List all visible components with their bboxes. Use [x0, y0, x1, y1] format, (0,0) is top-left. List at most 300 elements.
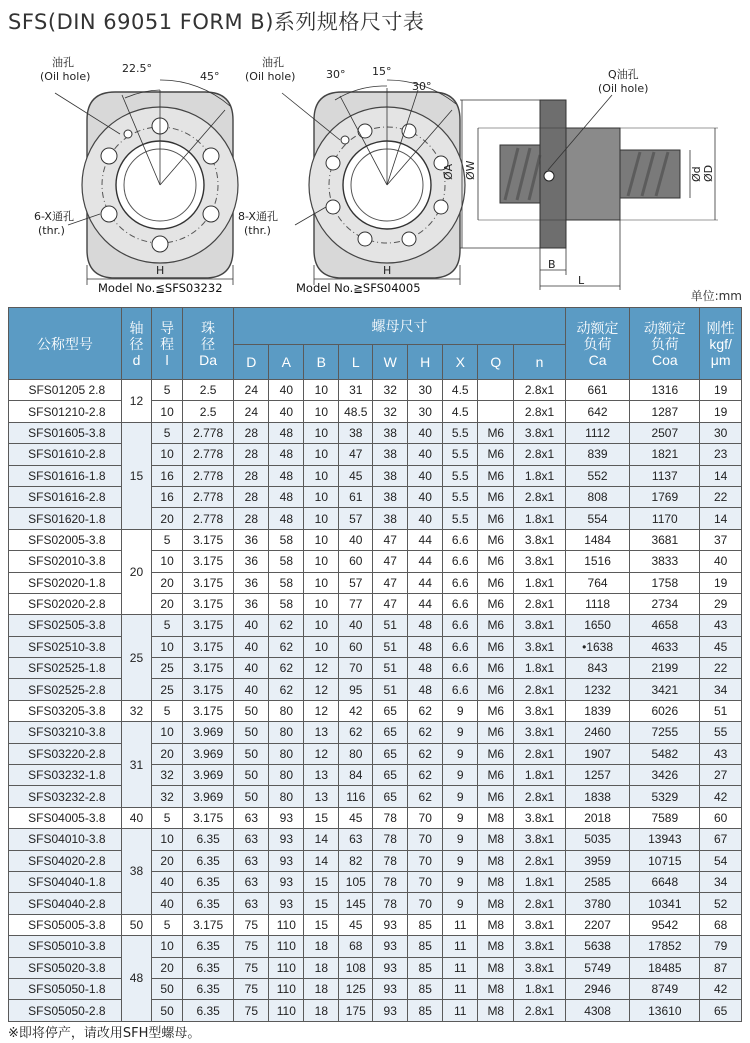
cell-W: 38 — [373, 444, 408, 465]
left-dim-h: H — [156, 264, 165, 277]
cell-shaft-diameter: 48 — [121, 936, 152, 1022]
cell-rigidity: 68 — [700, 914, 742, 935]
unit-label: 单位:mm — [690, 289, 742, 303]
cell-D: 24 — [234, 380, 269, 401]
cell-A: 62 — [269, 615, 304, 636]
cell-rigidity: 52 — [700, 893, 742, 914]
cell-shaft-diameter: 15 — [121, 422, 152, 529]
cell-ball: 6.35 — [182, 957, 233, 978]
cell-lead: 50 — [152, 978, 183, 999]
cell-rigidity: 42 — [700, 978, 742, 999]
cell-ball: 2.778 — [182, 444, 233, 465]
dim-l-label: L — [578, 274, 585, 287]
cell-model: SFS03210-3.8 — [9, 722, 122, 743]
cell-Q — [478, 380, 514, 401]
cell-L: 108 — [339, 957, 373, 978]
cell-ball: 3.175 — [182, 700, 233, 721]
cell-model: SFS03232-1.8 — [9, 765, 122, 786]
header-lead: 导 程 l — [152, 308, 183, 380]
cell-D: 24 — [234, 401, 269, 422]
cell-A: 48 — [269, 444, 304, 465]
cell-coa: 4658 — [630, 615, 700, 636]
cell-X: 11 — [443, 1000, 478, 1021]
cell-coa: 2199 — [630, 658, 700, 679]
flange-6-hole-drawing — [34, 55, 238, 295]
cell-A: 58 — [269, 529, 304, 550]
cell-lead: 20 — [152, 508, 183, 529]
cell-coa: 1316 — [630, 380, 700, 401]
cell-Q: M6 — [478, 679, 514, 700]
dim-a-label: ØA — [442, 163, 455, 180]
cell-L: 42 — [339, 700, 373, 721]
spec-table — [8, 307, 742, 1022]
page-title: SFS(DIN 69051 FORM B)系列规格尺寸表 — [8, 10, 425, 34]
cell-A: 48 — [269, 486, 304, 507]
cell-H: 70 — [408, 850, 443, 871]
cell-Q: M8 — [478, 850, 514, 871]
cell-rigidity: 19 — [700, 380, 742, 401]
cell-rigidity: 22 — [700, 658, 742, 679]
cell-ca: 1516 — [565, 551, 630, 572]
cell-B: 18 — [304, 936, 339, 957]
cell-W: 78 — [373, 871, 408, 892]
table-row — [9, 465, 742, 486]
cell-n: 3.8x1 — [514, 529, 565, 550]
cell-ca: 764 — [565, 572, 630, 593]
cell-B: 18 — [304, 978, 339, 999]
cell-X: 6.6 — [443, 529, 478, 550]
cell-ca: 4308 — [565, 1000, 630, 1021]
header-shaft: 轴 径 d — [121, 308, 152, 380]
cell-n: 2.8x1 — [514, 593, 565, 614]
cell-coa: 6026 — [630, 700, 700, 721]
cell-ball: 3.175 — [182, 572, 233, 593]
cell-coa: 4633 — [630, 636, 700, 657]
cell-model: SFS04005-3.8 — [9, 807, 122, 828]
cell-X: 9 — [443, 829, 478, 850]
table-row — [9, 658, 742, 679]
cell-Q — [478, 401, 514, 422]
cell-rigidity: 29 — [700, 593, 742, 614]
cell-A: 110 — [269, 978, 304, 999]
cell-A: 58 — [269, 572, 304, 593]
cell-Q: M6 — [478, 486, 514, 507]
cell-L: 48.5 — [339, 401, 373, 422]
cell-lead: 40 — [152, 893, 183, 914]
cell-W: 38 — [373, 486, 408, 507]
cell-lead: 5 — [152, 380, 183, 401]
cell-rigidity: 14 — [700, 465, 742, 486]
cell-B: 10 — [304, 615, 339, 636]
cell-model: SFS04040-2.8 — [9, 893, 122, 914]
cell-L: 57 — [339, 508, 373, 529]
cell-L: 45 — [339, 807, 373, 828]
cell-ball: 6.35 — [182, 871, 233, 892]
cell-coa: 1758 — [630, 572, 700, 593]
cell-X: 11 — [443, 936, 478, 957]
cell-rigidity: 79 — [700, 936, 742, 957]
cell-Q: M6 — [478, 615, 514, 636]
cell-n: 3.8x1 — [514, 422, 565, 443]
cell-D: 40 — [234, 658, 269, 679]
cell-n: 3.8x1 — [514, 914, 565, 935]
cell-n: 2.8x1 — [514, 786, 565, 807]
cell-Q: M6 — [478, 765, 514, 786]
cell-X: 11 — [443, 978, 478, 999]
table-row — [9, 401, 742, 422]
cell-rigidity: 34 — [700, 871, 742, 892]
left-thru-cn: 6-X通孔 — [34, 210, 74, 223]
cell-L: 63 — [339, 829, 373, 850]
cell-D: 36 — [234, 572, 269, 593]
cell-D: 36 — [234, 529, 269, 550]
cell-D: 36 — [234, 593, 269, 614]
cell-ball: 3.175 — [182, 914, 233, 935]
table-row — [9, 871, 742, 892]
left-oil-hole-cn: 油孔 — [52, 56, 74, 69]
cell-A: 48 — [269, 465, 304, 486]
cell-A: 62 — [269, 636, 304, 657]
cell-W: 93 — [373, 978, 408, 999]
table-row — [9, 508, 742, 529]
cell-H: 40 — [408, 465, 443, 486]
cell-ca: 2460 — [565, 722, 630, 743]
q-oil-hole-en: (Oil hole) — [598, 82, 649, 95]
cell-model: SFS02525-2.8 — [9, 679, 122, 700]
cell-shaft-diameter: 31 — [121, 722, 152, 808]
cell-coa: 5329 — [630, 786, 700, 807]
table-row — [9, 722, 742, 743]
cell-H: 70 — [408, 893, 443, 914]
cell-coa: 3681 — [630, 529, 700, 550]
cell-W: 65 — [373, 722, 408, 743]
cell-n: 3.8x1 — [514, 551, 565, 572]
cell-B: 10 — [304, 465, 339, 486]
header-col-L: L — [339, 345, 373, 380]
cell-Q: M6 — [478, 529, 514, 550]
cell-D: 28 — [234, 486, 269, 507]
cell-ball: 3.969 — [182, 722, 233, 743]
cell-B: 18 — [304, 1000, 339, 1021]
cell-L: 38 — [339, 422, 373, 443]
cell-ca: 552 — [565, 465, 630, 486]
cell-ball: 2.778 — [182, 486, 233, 507]
cell-W: 93 — [373, 936, 408, 957]
cell-n: 3.8x1 — [514, 829, 565, 850]
table-row — [9, 444, 742, 465]
cell-B: 10 — [304, 401, 339, 422]
cell-W: 38 — [373, 508, 408, 529]
cell-H: 85 — [408, 957, 443, 978]
cell-model: SFS05005-3.8 — [9, 914, 122, 935]
cell-B: 10 — [304, 529, 339, 550]
cell-Q: M6 — [478, 508, 514, 529]
cell-B: 13 — [304, 722, 339, 743]
cell-H: 44 — [408, 593, 443, 614]
cell-H: 70 — [408, 807, 443, 828]
cell-rigidity: 43 — [700, 743, 742, 764]
cell-shaft-diameter: 38 — [121, 829, 152, 915]
cell-H: 44 — [408, 572, 443, 593]
cell-model: SFS03220-2.8 — [9, 743, 122, 764]
cell-rigidity: 42 — [700, 786, 742, 807]
cell-H: 62 — [408, 743, 443, 764]
cell-A: 80 — [269, 786, 304, 807]
cell-coa: 5482 — [630, 743, 700, 764]
cell-model: SFS02525-1.8 — [9, 658, 122, 679]
table-row — [9, 593, 742, 614]
cell-A: 93 — [269, 893, 304, 914]
cell-W: 65 — [373, 765, 408, 786]
table-row — [9, 615, 742, 636]
cell-shaft-diameter: 12 — [121, 380, 152, 423]
cell-n: 2.8x1 — [514, 401, 565, 422]
cell-D: 50 — [234, 722, 269, 743]
cell-ca: 3780 — [565, 893, 630, 914]
table-row — [9, 850, 742, 871]
table-row — [9, 700, 742, 721]
cell-ca: 5035 — [565, 829, 630, 850]
cell-lead: 16 — [152, 465, 183, 486]
cell-W: 51 — [373, 615, 408, 636]
cell-Q: M6 — [478, 422, 514, 443]
cell-lead: 20 — [152, 957, 183, 978]
cell-X: 6.6 — [443, 551, 478, 572]
cell-A: 110 — [269, 1000, 304, 1021]
cell-L: 60 — [339, 551, 373, 572]
cell-H: 85 — [408, 1000, 443, 1021]
cell-ca: 1484 — [565, 529, 630, 550]
table-row — [9, 786, 742, 807]
cell-X: 4.5 — [443, 401, 478, 422]
cell-ball: 3.175 — [182, 679, 233, 700]
cell-ball: 3.175 — [182, 529, 233, 550]
cell-lead: 20 — [152, 743, 183, 764]
mid-oil-hole-cn: 油孔 — [262, 56, 284, 69]
flange-8-hole-drawing — [238, 55, 465, 295]
cell-Q: M6 — [478, 551, 514, 572]
cell-W: 47 — [373, 593, 408, 614]
cell-ball: 3.175 — [182, 807, 233, 828]
cell-W: 78 — [373, 850, 408, 871]
footnote: ※即将停产，请改用SFH型螺母。 — [8, 1026, 201, 1041]
cell-rigidity: 43 — [700, 615, 742, 636]
cell-D: 75 — [234, 914, 269, 935]
cell-n: 3.8x1 — [514, 936, 565, 957]
cell-H: 62 — [408, 765, 443, 786]
cell-rigidity: 65 — [700, 1000, 742, 1021]
cell-A: 110 — [269, 914, 304, 935]
cell-A: 80 — [269, 765, 304, 786]
cell-W: 93 — [373, 914, 408, 935]
cell-W: 78 — [373, 893, 408, 914]
header-nut-dims: 螺母尺寸 — [234, 308, 565, 345]
mid-angle-3: 30° — [412, 80, 432, 93]
cell-H: 40 — [408, 486, 443, 507]
cell-A: 93 — [269, 850, 304, 871]
cell-D: 50 — [234, 786, 269, 807]
cell-D: 40 — [234, 636, 269, 657]
table-row — [9, 551, 742, 572]
cell-model: SFS02505-3.8 — [9, 615, 122, 636]
cell-B: 12 — [304, 743, 339, 764]
cell-W: 32 — [373, 380, 408, 401]
cell-W: 65 — [373, 786, 408, 807]
cell-ball: 3.175 — [182, 615, 233, 636]
cell-ball: 2.778 — [182, 422, 233, 443]
cell-coa: 1137 — [630, 465, 700, 486]
cell-model: SFS01210-2.8 — [9, 401, 122, 422]
cell-ball: 6.35 — [182, 936, 233, 957]
cell-H: 44 — [408, 529, 443, 550]
cell-D: 75 — [234, 936, 269, 957]
cell-model: SFS02510-3.8 — [9, 636, 122, 657]
cell-Q: M8 — [478, 978, 514, 999]
cell-X: 9 — [443, 871, 478, 892]
cell-L: 82 — [339, 850, 373, 871]
cell-n: 2.8x1 — [514, 679, 565, 700]
cell-coa: 3426 — [630, 765, 700, 786]
left-thru-en: (thr.) — [38, 224, 65, 237]
cell-ca: 1838 — [565, 786, 630, 807]
table-row — [9, 486, 742, 507]
cell-H: 48 — [408, 615, 443, 636]
cell-n: 2.8x1 — [514, 486, 565, 507]
cell-Q: M6 — [478, 444, 514, 465]
q-oil-hole-cn: Q油孔 — [608, 68, 639, 81]
cell-model: SFS05050-2.8 — [9, 1000, 122, 1021]
cell-n: 1.8x1 — [514, 465, 565, 486]
cell-X: 9 — [443, 722, 478, 743]
cell-model: SFS01605-3.8 — [9, 422, 122, 443]
cell-rigidity: 30 — [700, 422, 742, 443]
cell-coa: 1287 — [630, 401, 700, 422]
cell-model: SFS01205 2.8 — [9, 380, 122, 401]
cell-model: SFS05010-3.8 — [9, 936, 122, 957]
cell-B: 10 — [304, 486, 339, 507]
header-model: 公称型号 — [9, 308, 122, 380]
mid-angle-2: 15° — [372, 65, 392, 78]
cell-model: SFS05050-1.8 — [9, 978, 122, 999]
cell-B: 15 — [304, 871, 339, 892]
cell-n: 2.8x1 — [514, 380, 565, 401]
cell-X: 4.5 — [443, 380, 478, 401]
cell-coa: 7589 — [630, 807, 700, 828]
cell-Q: M8 — [478, 893, 514, 914]
cell-W: 51 — [373, 658, 408, 679]
cell-A: 110 — [269, 936, 304, 957]
cell-ca: 1112 — [565, 422, 630, 443]
cell-H: 44 — [408, 551, 443, 572]
cell-X: 5.5 — [443, 486, 478, 507]
cell-D: 75 — [234, 1000, 269, 1021]
cell-L: 31 — [339, 380, 373, 401]
cell-coa: 1170 — [630, 508, 700, 529]
cell-coa: 3833 — [630, 551, 700, 572]
cell-n: 1.8x1 — [514, 508, 565, 529]
cell-X: 6.6 — [443, 679, 478, 700]
cell-n: 3.8x1 — [514, 700, 565, 721]
mid-dim-h: H — [383, 264, 392, 277]
cell-L: 45 — [339, 914, 373, 935]
cell-model: SFS04020-2.8 — [9, 850, 122, 871]
cell-H: 48 — [408, 658, 443, 679]
cell-lead: 32 — [152, 765, 183, 786]
cell-ball: 6.35 — [182, 850, 233, 871]
table-row — [9, 636, 742, 657]
cell-A: 62 — [269, 679, 304, 700]
cell-X: 9 — [443, 786, 478, 807]
cell-Q: M6 — [478, 593, 514, 614]
cell-A: 40 — [269, 380, 304, 401]
nut-side-view-drawing — [442, 67, 718, 290]
cell-X: 6.6 — [443, 615, 478, 636]
cell-ball: 2.778 — [182, 508, 233, 529]
header-col-Q: Q — [478, 345, 514, 380]
cell-n: 1.8x1 — [514, 572, 565, 593]
cell-lead: 25 — [152, 658, 183, 679]
cell-X: 6.6 — [443, 636, 478, 657]
cell-coa: 1821 — [630, 444, 700, 465]
cell-D: 40 — [234, 679, 269, 700]
cell-Q: M6 — [478, 700, 514, 721]
cell-X: 6.6 — [443, 593, 478, 614]
cell-D: 50 — [234, 743, 269, 764]
cell-A: 80 — [269, 700, 304, 721]
cell-D: 75 — [234, 978, 269, 999]
cell-ball: 3.175 — [182, 636, 233, 657]
cell-n: 2.8x1 — [514, 444, 565, 465]
cell-H: 30 — [408, 380, 443, 401]
cell-D: 50 — [234, 700, 269, 721]
cell-Q: M6 — [478, 572, 514, 593]
cell-n: 3.8x1 — [514, 615, 565, 636]
cell-W: 47 — [373, 529, 408, 550]
cell-model: SFS05020-3.8 — [9, 957, 122, 978]
mid-angle-1: 30° — [326, 68, 346, 81]
cell-X: 6.6 — [443, 572, 478, 593]
cell-L: 40 — [339, 615, 373, 636]
cell-coa: 10715 — [630, 850, 700, 871]
cell-lead: 20 — [152, 850, 183, 871]
cell-ball: 2.778 — [182, 465, 233, 486]
cell-X: 9 — [443, 700, 478, 721]
table-row — [9, 743, 742, 764]
cell-ca: 1650 — [565, 615, 630, 636]
dim-d-small-label: Ød — [690, 166, 703, 182]
cell-model: SFS02005-3.8 — [9, 529, 122, 550]
cell-rigidity: 14 — [700, 508, 742, 529]
cell-model: SFS01610-2.8 — [9, 444, 122, 465]
cell-A: 40 — [269, 401, 304, 422]
cell-lead: 50 — [152, 1000, 183, 1021]
dim-w-label: ØW — [464, 160, 477, 180]
cell-ca: 3959 — [565, 850, 630, 871]
cell-lead: 32 — [152, 786, 183, 807]
cell-ca: 642 — [565, 401, 630, 422]
cell-rigidity: 37 — [700, 529, 742, 550]
cell-rigidity: 45 — [700, 636, 742, 657]
cell-H: 48 — [408, 679, 443, 700]
cell-X: 6.6 — [443, 658, 478, 679]
cell-n: 1.8x1 — [514, 871, 565, 892]
cell-n: 2.8x1 — [514, 850, 565, 871]
table-row — [9, 765, 742, 786]
cell-Q: M8 — [478, 807, 514, 828]
cell-ca: 808 — [565, 486, 630, 507]
cell-rigidity: 51 — [700, 700, 742, 721]
cell-W: 38 — [373, 465, 408, 486]
